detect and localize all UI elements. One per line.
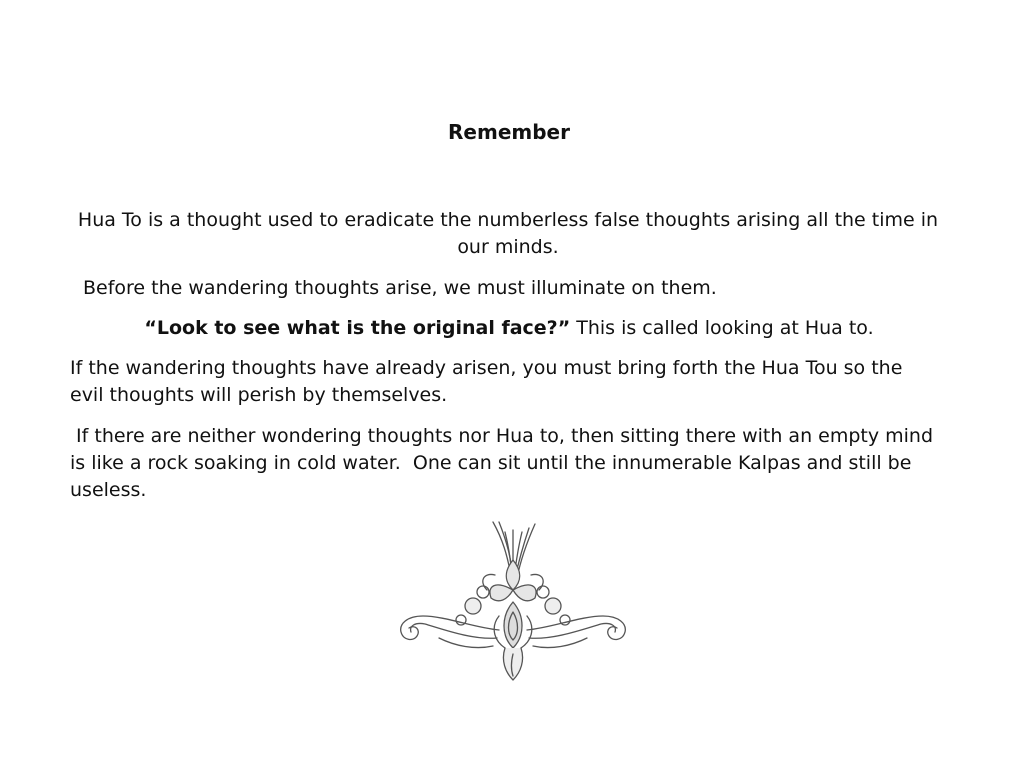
original-face-question: “Look to see what is the original face?” — [144, 317, 571, 339]
paragraph-original-face — [0, 315, 1018, 342]
paragraph-thoughts-arisen: If the wandering thoughts have already arisen, you must bring forth the Hua Tou so the evil thoughts will perish by themselves. — [70, 357, 903, 406]
lotus-ornament-icon — [395, 520, 633, 685]
slide-title: Remember — [448, 120, 570, 144]
paragraph-hua-to-definition: Hua To is a thought used to eradicate the numberless false thoughts arising all the time in our minds. — [77, 209, 939, 258]
paragraph-before-thoughts: Before the wandering thoughts arise, we must illuminate on them. — [83, 277, 717, 299]
original-face-explanation: This is called looking at Hua to. — [570, 317, 874, 339]
paragraph-empty-mind: If there are neither wondering thoughts nor Hua to, then sitting there with an empty mind is like a rock soaking in cold water. One can sit until the innumerable Kalpas and still be useless. — [70, 425, 940, 501]
